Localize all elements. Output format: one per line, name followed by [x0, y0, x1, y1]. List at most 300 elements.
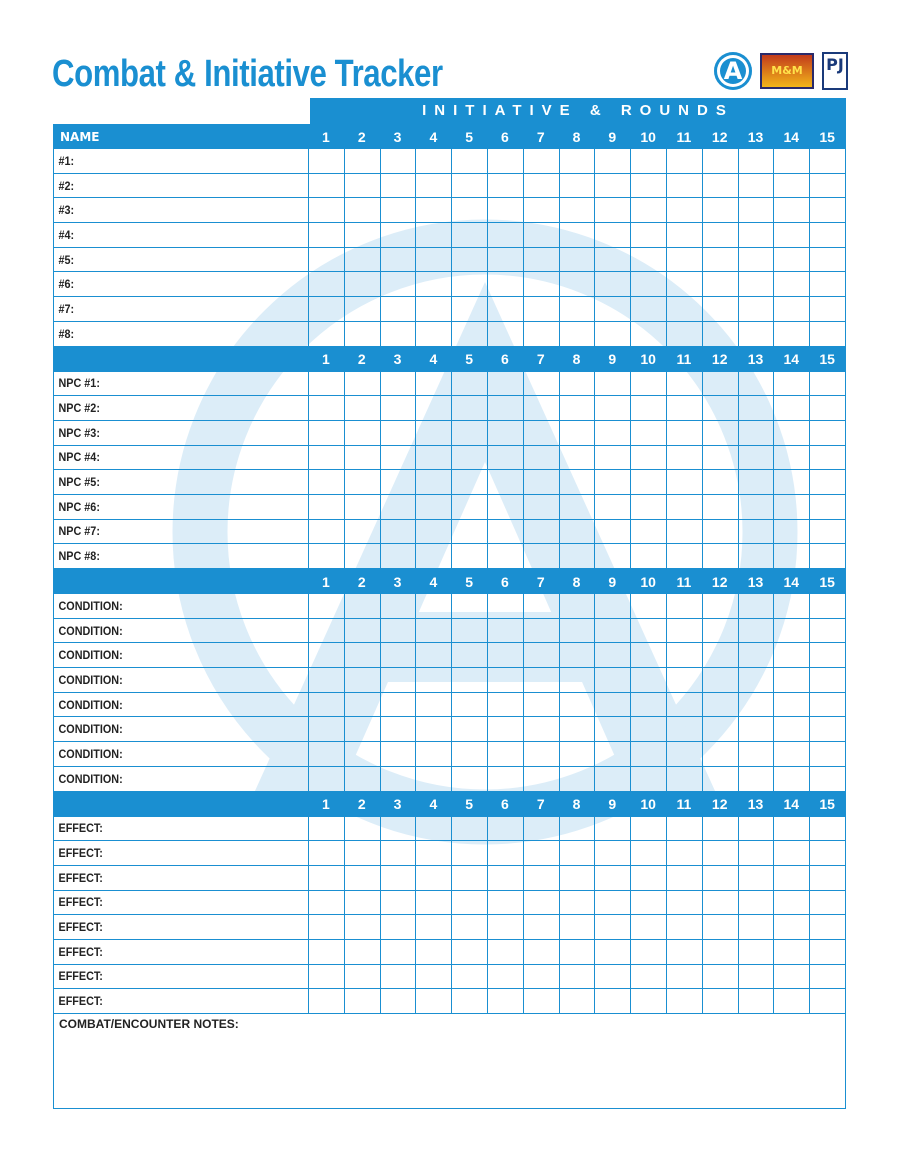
round-cell[interactable]	[702, 297, 738, 321]
round-cell[interactable]	[559, 297, 595, 321]
round-cell[interactable]	[738, 619, 774, 643]
round-cell[interactable]	[451, 421, 487, 445]
round-cell[interactable]	[773, 297, 809, 321]
round-cell[interactable]	[523, 421, 559, 445]
round-cell[interactable]	[523, 742, 559, 766]
round-cell[interactable]	[630, 470, 666, 494]
round-cell[interactable]	[666, 940, 702, 964]
round-cell[interactable]	[630, 866, 666, 890]
round-cell[interactable]	[559, 198, 595, 222]
round-cell[interactable]	[702, 965, 738, 989]
round-cell[interactable]	[415, 989, 451, 1013]
round-cell[interactable]	[594, 495, 630, 519]
round-cell[interactable]	[415, 446, 451, 470]
round-cell[interactable]	[559, 396, 595, 420]
round-cell[interactable]	[487, 965, 523, 989]
round-cell[interactable]	[308, 915, 344, 939]
round-cell[interactable]	[594, 446, 630, 470]
round-cell[interactable]	[630, 915, 666, 939]
round-cell[interactable]	[415, 940, 451, 964]
round-cell[interactable]	[344, 915, 380, 939]
round-cell[interactable]	[559, 915, 595, 939]
round-cell[interactable]	[559, 322, 595, 346]
round-cell[interactable]	[344, 717, 380, 741]
round-cell[interactable]	[415, 817, 451, 841]
round-cell[interactable]	[738, 520, 774, 544]
round-cell[interactable]	[415, 668, 451, 692]
round-cell[interactable]	[380, 495, 416, 519]
round-cell[interactable]	[380, 297, 416, 321]
round-cell[interactable]	[738, 223, 774, 247]
round-cell[interactable]	[344, 693, 380, 717]
round-cell[interactable]	[594, 470, 630, 494]
round-cell[interactable]	[380, 915, 416, 939]
round-cell[interactable]	[344, 619, 380, 643]
round-cell[interactable]	[809, 495, 845, 519]
round-cell[interactable]	[666, 272, 702, 296]
round-cell[interactable]	[451, 866, 487, 890]
round-cell[interactable]	[630, 693, 666, 717]
round-cell[interactable]	[415, 495, 451, 519]
round-cell[interactable]	[702, 421, 738, 445]
round-cell[interactable]	[308, 396, 344, 420]
round-cell[interactable]	[630, 272, 666, 296]
round-cell[interactable]	[773, 544, 809, 568]
round-cell[interactable]	[594, 940, 630, 964]
round-cell[interactable]	[523, 717, 559, 741]
round-cell[interactable]	[630, 495, 666, 519]
round-cell[interactable]	[415, 372, 451, 396]
round-cell[interactable]	[594, 891, 630, 915]
round-cell[interactable]	[559, 841, 595, 865]
round-cell[interactable]	[380, 322, 416, 346]
round-cell[interactable]	[559, 965, 595, 989]
round-cell[interactable]	[415, 396, 451, 420]
round-cell[interactable]	[559, 174, 595, 198]
round-cell[interactable]	[344, 841, 380, 865]
round-cell[interactable]	[523, 643, 559, 667]
round-cell[interactable]	[809, 693, 845, 717]
round-cell[interactable]	[594, 594, 630, 618]
players-row-label[interactable]: #8:	[58, 326, 75, 341]
round-cell[interactable]	[594, 421, 630, 445]
round-cell[interactable]	[738, 643, 774, 667]
effects-row-label[interactable]: EFFECT:	[58, 821, 103, 836]
round-cell[interactable]	[594, 520, 630, 544]
round-cell[interactable]	[523, 965, 559, 989]
round-cell[interactable]	[594, 272, 630, 296]
round-cell[interactable]	[523, 693, 559, 717]
effects-row-label[interactable]: EFFECT:	[58, 920, 103, 935]
round-cell[interactable]	[773, 817, 809, 841]
players-row-label[interactable]: #5:	[58, 252, 75, 267]
round-cell[interactable]	[451, 520, 487, 544]
round-cell[interactable]	[773, 272, 809, 296]
round-cell[interactable]	[487, 767, 523, 791]
round-cell[interactable]	[594, 767, 630, 791]
round-cell[interactable]	[523, 841, 559, 865]
round-cell[interactable]	[666, 248, 702, 272]
round-cell[interactable]	[738, 248, 774, 272]
round-cell[interactable]	[630, 520, 666, 544]
round-cell[interactable]	[308, 544, 344, 568]
round-cell[interactable]	[702, 149, 738, 173]
round-cell[interactable]	[380, 396, 416, 420]
round-cell[interactable]	[344, 446, 380, 470]
round-cell[interactable]	[809, 866, 845, 890]
round-cell[interactable]	[559, 619, 595, 643]
round-cell[interactable]	[809, 619, 845, 643]
round-cell[interactable]	[451, 915, 487, 939]
round-cell[interactable]	[308, 965, 344, 989]
round-cell[interactable]	[666, 866, 702, 890]
round-cell[interactable]	[809, 668, 845, 692]
round-cell[interactable]	[559, 940, 595, 964]
round-cell[interactable]	[344, 520, 380, 544]
round-cell[interactable]	[559, 272, 595, 296]
round-cell[interactable]	[344, 866, 380, 890]
round-cell[interactable]	[738, 767, 774, 791]
round-cell[interactable]	[666, 544, 702, 568]
round-cell[interactable]	[594, 866, 630, 890]
round-cell[interactable]	[738, 915, 774, 939]
round-cell[interactable]	[415, 717, 451, 741]
round-cell[interactable]	[773, 495, 809, 519]
round-cell[interactable]	[415, 248, 451, 272]
round-cell[interactable]	[666, 643, 702, 667]
round-cell[interactable]	[523, 446, 559, 470]
round-cell[interactable]	[487, 198, 523, 222]
round-cell[interactable]	[380, 841, 416, 865]
round-cell[interactable]	[773, 520, 809, 544]
round-cell[interactable]	[308, 372, 344, 396]
round-cell[interactable]	[630, 248, 666, 272]
round-cell[interactable]	[487, 693, 523, 717]
round-cell[interactable]	[809, 817, 845, 841]
round-cell[interactable]	[451, 717, 487, 741]
round-cell[interactable]	[809, 989, 845, 1013]
round-cell[interactable]	[308, 174, 344, 198]
round-cell[interactable]	[559, 817, 595, 841]
round-cell[interactable]	[380, 767, 416, 791]
round-cell[interactable]	[487, 668, 523, 692]
round-cell[interactable]	[415, 198, 451, 222]
round-cell[interactable]	[702, 693, 738, 717]
round-cell[interactable]	[594, 322, 630, 346]
round-cell[interactable]	[344, 470, 380, 494]
round-cell[interactable]	[594, 149, 630, 173]
round-cell[interactable]	[773, 619, 809, 643]
round-cell[interactable]	[594, 742, 630, 766]
round-cell[interactable]	[702, 989, 738, 1013]
round-cell[interactable]	[702, 619, 738, 643]
round-cell[interactable]	[559, 372, 595, 396]
round-cell[interactable]	[380, 693, 416, 717]
round-cell[interactable]	[809, 767, 845, 791]
round-cell[interactable]	[487, 544, 523, 568]
round-cell[interactable]	[344, 643, 380, 667]
round-cell[interactable]	[630, 594, 666, 618]
round-cell[interactable]	[702, 223, 738, 247]
round-cell[interactable]	[308, 619, 344, 643]
round-cell[interactable]	[630, 149, 666, 173]
round-cell[interactable]	[702, 866, 738, 890]
round-cell[interactable]	[738, 421, 774, 445]
round-cell[interactable]	[773, 866, 809, 890]
round-cell[interactable]	[666, 717, 702, 741]
round-cell[interactable]	[344, 817, 380, 841]
round-cell[interactable]	[666, 767, 702, 791]
round-cell[interactable]	[702, 396, 738, 420]
round-cell[interactable]	[451, 248, 487, 272]
round-cell[interactable]	[451, 668, 487, 692]
conditions-row-label[interactable]: CONDITION:	[58, 648, 123, 663]
round-cell[interactable]	[559, 544, 595, 568]
round-cell[interactable]	[702, 495, 738, 519]
conditions-row-label[interactable]: CONDITION:	[58, 771, 123, 786]
round-cell[interactable]	[308, 198, 344, 222]
round-cell[interactable]	[415, 223, 451, 247]
round-cell[interactable]	[308, 297, 344, 321]
round-cell[interactable]	[415, 693, 451, 717]
round-cell[interactable]	[630, 198, 666, 222]
round-cell[interactable]	[594, 841, 630, 865]
round-cell[interactable]	[666, 742, 702, 766]
round-cell[interactable]	[559, 594, 595, 618]
round-cell[interactable]	[308, 149, 344, 173]
round-cell[interactable]	[451, 817, 487, 841]
round-cell[interactable]	[380, 940, 416, 964]
round-cell[interactable]	[487, 817, 523, 841]
round-cell[interactable]	[380, 989, 416, 1013]
round-cell[interactable]	[630, 989, 666, 1013]
round-cell[interactable]	[415, 174, 451, 198]
npcs-row-label[interactable]: NPC #1:	[58, 376, 100, 391]
round-cell[interactable]	[487, 717, 523, 741]
round-cell[interactable]	[630, 446, 666, 470]
notes-box[interactable]	[53, 1013, 846, 1109]
round-cell[interactable]	[630, 668, 666, 692]
round-cell[interactable]	[666, 668, 702, 692]
round-cell[interactable]	[451, 544, 487, 568]
round-cell[interactable]	[451, 742, 487, 766]
round-cell[interactable]	[773, 248, 809, 272]
round-cell[interactable]	[738, 817, 774, 841]
round-cell[interactable]	[773, 693, 809, 717]
round-cell[interactable]	[451, 693, 487, 717]
round-cell[interactable]	[738, 495, 774, 519]
round-cell[interactable]	[380, 520, 416, 544]
round-cell[interactable]	[415, 841, 451, 865]
round-cell[interactable]	[630, 421, 666, 445]
round-cell[interactable]	[666, 198, 702, 222]
round-cell[interactable]	[630, 940, 666, 964]
round-cell[interactable]	[487, 594, 523, 618]
round-cell[interactable]	[308, 594, 344, 618]
round-cell[interactable]	[738, 940, 774, 964]
effects-row-label[interactable]: EFFECT:	[58, 846, 103, 861]
round-cell[interactable]	[344, 396, 380, 420]
round-cell[interactable]	[594, 372, 630, 396]
round-cell[interactable]	[380, 446, 416, 470]
round-cell[interactable]	[809, 891, 845, 915]
round-cell[interactable]	[523, 396, 559, 420]
round-cell[interactable]	[451, 297, 487, 321]
round-cell[interactable]	[594, 198, 630, 222]
round-cell[interactable]	[308, 866, 344, 890]
round-cell[interactable]	[809, 841, 845, 865]
round-cell[interactable]	[702, 594, 738, 618]
round-cell[interactable]	[523, 940, 559, 964]
round-cell[interactable]	[630, 297, 666, 321]
round-cell[interactable]	[809, 421, 845, 445]
round-cell[interactable]	[415, 421, 451, 445]
round-cell[interactable]	[773, 322, 809, 346]
round-cell[interactable]	[415, 965, 451, 989]
round-cell[interactable]	[415, 742, 451, 766]
round-cell[interactable]	[773, 767, 809, 791]
round-cell[interactable]	[559, 767, 595, 791]
round-cell[interactable]	[773, 989, 809, 1013]
players-row-label[interactable]: #7:	[58, 301, 75, 316]
round-cell[interactable]	[594, 643, 630, 667]
round-cell[interactable]	[773, 198, 809, 222]
round-cell[interactable]	[415, 297, 451, 321]
round-cell[interactable]	[451, 470, 487, 494]
round-cell[interactable]	[344, 594, 380, 618]
round-cell[interactable]	[380, 965, 416, 989]
npcs-row-label[interactable]: NPC #5:	[58, 475, 100, 490]
round-cell[interactable]	[308, 248, 344, 272]
round-cell[interactable]	[415, 915, 451, 939]
round-cell[interactable]	[344, 940, 380, 964]
round-cell[interactable]	[451, 495, 487, 519]
round-cell[interactable]	[308, 767, 344, 791]
round-cell[interactable]	[415, 594, 451, 618]
players-row-label[interactable]: #6:	[58, 277, 75, 292]
round-cell[interactable]	[487, 248, 523, 272]
conditions-row-label[interactable]: CONDITION:	[58, 623, 123, 638]
round-cell[interactable]	[702, 544, 738, 568]
round-cell[interactable]	[380, 198, 416, 222]
round-cell[interactable]	[559, 470, 595, 494]
round-cell[interactable]	[738, 989, 774, 1013]
round-cell[interactable]	[523, 989, 559, 1013]
round-cell[interactable]	[415, 470, 451, 494]
round-cell[interactable]	[773, 470, 809, 494]
round-cell[interactable]	[630, 174, 666, 198]
round-cell[interactable]	[487, 174, 523, 198]
round-cell[interactable]	[809, 940, 845, 964]
round-cell[interactable]	[380, 272, 416, 296]
round-cell[interactable]	[630, 396, 666, 420]
round-cell[interactable]	[559, 248, 595, 272]
round-cell[interactable]	[487, 470, 523, 494]
round-cell[interactable]	[630, 817, 666, 841]
round-cell[interactable]	[523, 198, 559, 222]
round-cell[interactable]	[738, 891, 774, 915]
round-cell[interactable]	[809, 717, 845, 741]
round-cell[interactable]	[451, 594, 487, 618]
round-cell[interactable]	[594, 693, 630, 717]
round-cell[interactable]	[415, 544, 451, 568]
round-cell[interactable]	[559, 668, 595, 692]
round-cell[interactable]	[523, 248, 559, 272]
round-cell[interactable]	[702, 742, 738, 766]
round-cell[interactable]	[380, 717, 416, 741]
round-cell[interactable]	[487, 520, 523, 544]
round-cell[interactable]	[559, 693, 595, 717]
effects-row-label[interactable]: EFFECT:	[58, 870, 103, 885]
round-cell[interactable]	[344, 174, 380, 198]
round-cell[interactable]	[809, 248, 845, 272]
round-cell[interactable]	[415, 767, 451, 791]
round-cell[interactable]	[809, 594, 845, 618]
round-cell[interactable]	[380, 891, 416, 915]
round-cell[interactable]	[738, 470, 774, 494]
round-cell[interactable]	[809, 198, 845, 222]
round-cell[interactable]	[487, 989, 523, 1013]
effects-row-label[interactable]: EFFECT:	[58, 969, 103, 984]
round-cell[interactable]	[523, 149, 559, 173]
round-cell[interactable]	[702, 643, 738, 667]
round-cell[interactable]	[809, 446, 845, 470]
round-cell[interactable]	[773, 396, 809, 420]
round-cell[interactable]	[594, 989, 630, 1013]
round-cell[interactable]	[451, 322, 487, 346]
round-cell[interactable]	[344, 544, 380, 568]
round-cell[interactable]	[809, 520, 845, 544]
round-cell[interactable]	[380, 223, 416, 247]
round-cell[interactable]	[344, 421, 380, 445]
round-cell[interactable]	[738, 544, 774, 568]
round-cell[interactable]	[451, 272, 487, 296]
round-cell[interactable]	[702, 817, 738, 841]
round-cell[interactable]	[308, 841, 344, 865]
round-cell[interactable]	[666, 322, 702, 346]
round-cell[interactable]	[738, 446, 774, 470]
round-cell[interactable]	[523, 297, 559, 321]
round-cell[interactable]	[487, 619, 523, 643]
round-cell[interactable]	[773, 940, 809, 964]
players-row-label[interactable]: #3:	[58, 203, 75, 218]
round-cell[interactable]	[630, 223, 666, 247]
round-cell[interactable]	[523, 223, 559, 247]
round-cell[interactable]	[666, 841, 702, 865]
round-cell[interactable]	[380, 594, 416, 618]
round-cell[interactable]	[702, 767, 738, 791]
round-cell[interactable]	[451, 223, 487, 247]
players-row-label[interactable]: #4:	[58, 227, 75, 242]
round-cell[interactable]	[773, 841, 809, 865]
round-cell[interactable]	[380, 372, 416, 396]
round-cell[interactable]	[308, 643, 344, 667]
round-cell[interactable]	[630, 767, 666, 791]
round-cell[interactable]	[630, 841, 666, 865]
round-cell[interactable]	[523, 174, 559, 198]
round-cell[interactable]	[523, 272, 559, 296]
conditions-row-label[interactable]: CONDITION:	[58, 722, 123, 737]
round-cell[interactable]	[594, 174, 630, 198]
round-cell[interactable]	[308, 693, 344, 717]
round-cell[interactable]	[523, 915, 559, 939]
round-cell[interactable]	[380, 544, 416, 568]
round-cell[interactable]	[523, 372, 559, 396]
round-cell[interactable]	[308, 223, 344, 247]
round-cell[interactable]	[738, 717, 774, 741]
round-cell[interactable]	[666, 470, 702, 494]
round-cell[interactable]	[380, 817, 416, 841]
